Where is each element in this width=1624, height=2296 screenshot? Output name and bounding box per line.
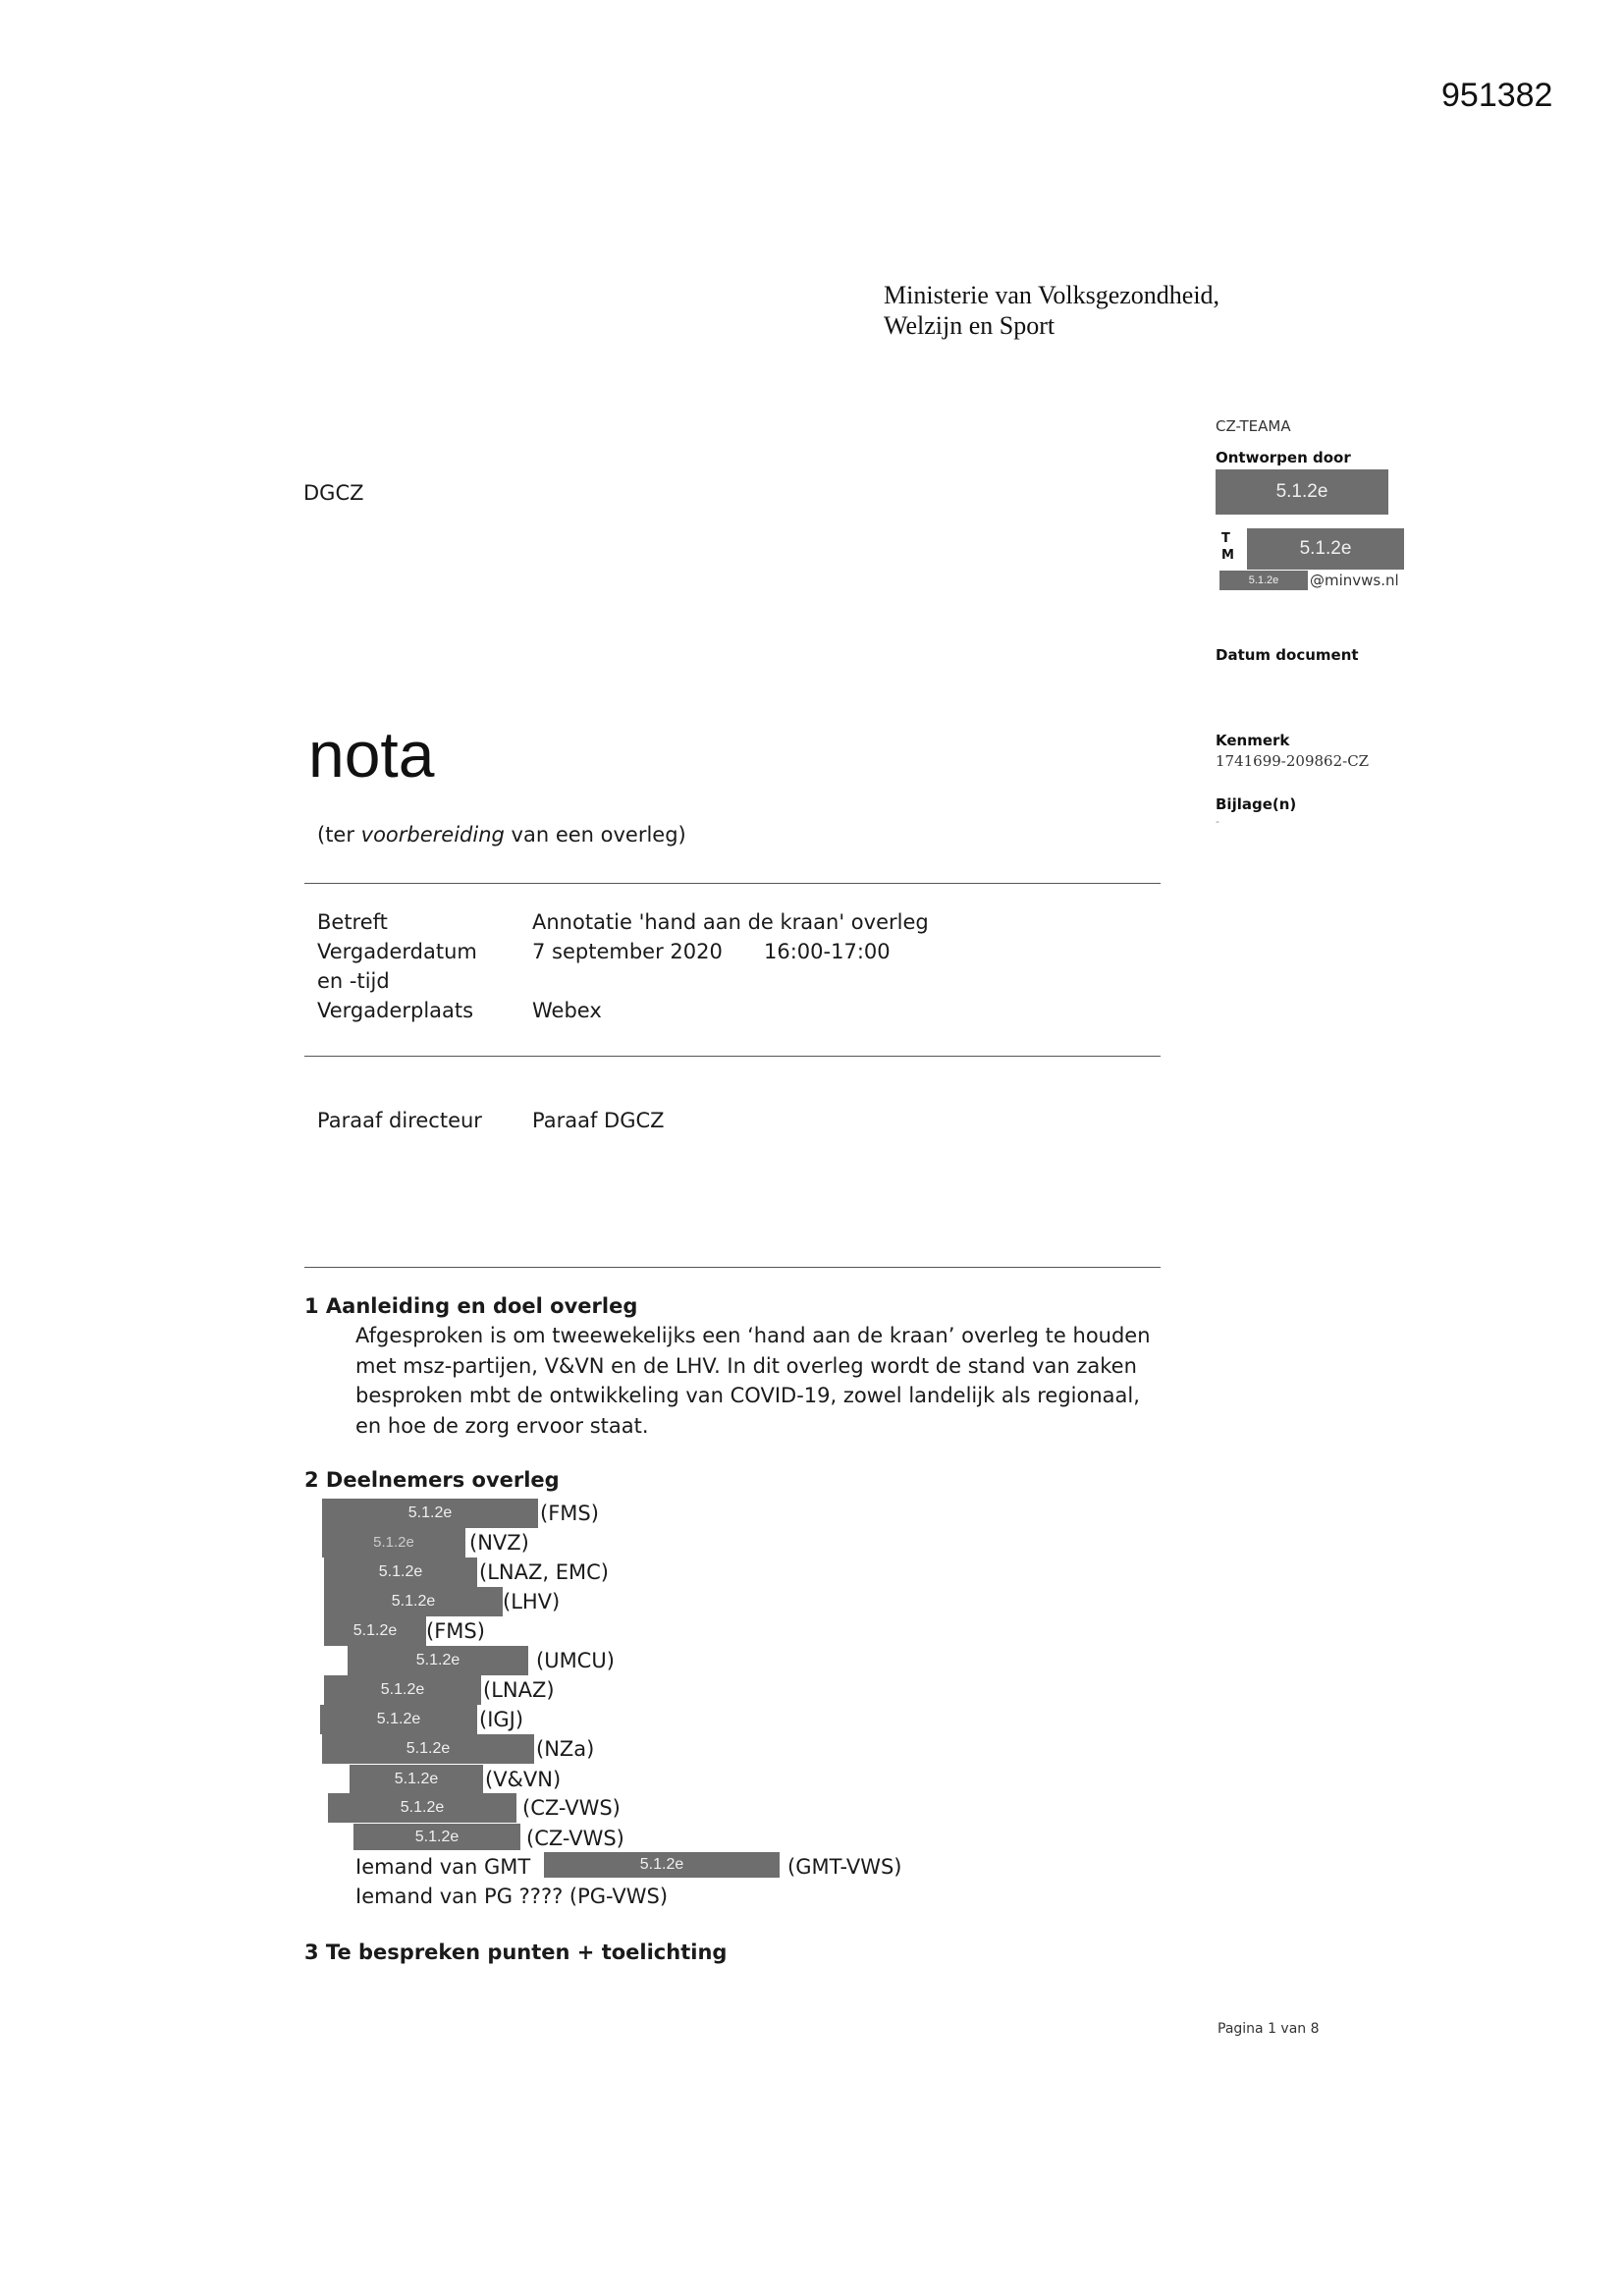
divider xyxy=(304,1056,1161,1057)
meta-time-value: 16:00-17:00 xyxy=(764,940,891,963)
document-number: 951382 xyxy=(1441,77,1553,114)
participant-org: (CZ-VWS) xyxy=(522,1796,621,1820)
meta-betreft-label: Betreft xyxy=(317,910,388,934)
meta-date-label-2: en -tijd xyxy=(317,969,390,993)
section-1-body xyxy=(355,1321,1200,1441)
participant-redaction: 5.1.2e xyxy=(348,1646,528,1675)
document-subtitle xyxy=(317,823,686,847)
participant-org: (IGJ) xyxy=(479,1708,524,1731)
participant-org: (LHV) xyxy=(503,1590,561,1613)
section-3-title: 3 Te bespreken punten + toelichting xyxy=(304,1941,728,1964)
section-1-line: en hoe de zorg ervoor staat. xyxy=(355,1413,649,1438)
sidebar-attachments-value: - xyxy=(1216,815,1219,828)
sidebar-phone-redaction: 5.1.2e xyxy=(1247,528,1404,570)
participant-redaction: 5.1.2e xyxy=(350,1765,483,1794)
participant-redaction: 5.1.2e xyxy=(324,1616,426,1646)
sidebar-reference-label: Kenmerk xyxy=(1216,732,1290,749)
participant-redaction: 5.1.2e xyxy=(324,1587,503,1616)
participant-prefix: Iemand van GMT xyxy=(355,1855,531,1879)
paraaf-director-label: Paraaf directeur xyxy=(317,1109,482,1132)
sender-department: DGCZ xyxy=(303,481,364,505)
section-2-title: 2 Deelnemers overleg xyxy=(304,1468,560,1492)
participant-redaction: 5.1.2e xyxy=(324,1558,477,1587)
participant-redaction: 5.1.2e xyxy=(322,1734,534,1764)
participant-org: (LNAZ, EMC) xyxy=(479,1560,609,1584)
participant-redaction: 5.1.2e xyxy=(328,1793,516,1823)
subtitle-pre: (ter xyxy=(317,823,361,847)
section-1-line: met msz-partijen, V&VN en de LHV. In dit overleg wordt de stand van zaken xyxy=(355,1353,1137,1378)
participant-redaction: 5.1.2e xyxy=(544,1852,780,1878)
ministry-logo-text xyxy=(884,280,1219,341)
meta-place-value: Webex xyxy=(532,999,602,1022)
sidebar-date-label: Datum document xyxy=(1216,646,1359,664)
ministry-line-2: Welzijn en Sport xyxy=(884,311,1056,340)
sidebar-attachments-label: Bijlage(n) xyxy=(1216,795,1297,813)
participant-org: (NZa) xyxy=(536,1737,595,1761)
participant-pg-line: Iemand van PG ???? (PG-VWS) xyxy=(355,1885,669,1908)
section-1-line: besproken mbt de ontwikkeling van COVID-19, zowel landelijk als regionaal, xyxy=(355,1384,1140,1407)
sidebar-t-label: T xyxy=(1221,531,1230,546)
page-number: Pagina 1 van 8 xyxy=(1218,2021,1320,2037)
meta-date-value: 7 september 2020 xyxy=(532,940,723,963)
sidebar-reference-value: 1741699-209862-CZ xyxy=(1216,752,1370,770)
participant-org: (FMS) xyxy=(426,1619,485,1643)
meta-date-label-1: Vergaderdatum xyxy=(317,940,477,963)
sidebar-contact-labels xyxy=(1221,530,1234,564)
section-1-title: 1 Aanleiding en doel overleg xyxy=(304,1294,638,1318)
divider xyxy=(304,1267,1161,1268)
participant-redaction: 5.1.2e xyxy=(353,1824,520,1850)
participant-org: (NVZ) xyxy=(469,1531,529,1555)
sidebar-email-redaction: 5.1.2e xyxy=(1219,571,1308,590)
participant-org: (LNAZ) xyxy=(483,1678,555,1702)
document-title: nota xyxy=(308,718,435,791)
subtitle-post: van een overleg) xyxy=(504,823,686,847)
participant-redaction: 5.1.2e xyxy=(322,1528,465,1558)
meta-place-label: Vergaderplaats xyxy=(317,999,474,1022)
divider xyxy=(304,883,1161,884)
participant-redaction: 5.1.2e xyxy=(324,1675,481,1705)
participant-org: (UMCU) xyxy=(536,1649,615,1672)
sidebar-email-domain: @minvws.nl xyxy=(1310,572,1399,589)
paraaf-dgcz-label: Paraaf DGCZ xyxy=(532,1109,665,1132)
sidebar-designed-by-redaction: 5.1.2e xyxy=(1216,469,1388,515)
participant-org: (CZ-VWS) xyxy=(526,1827,624,1850)
participant-org: (GMT-VWS) xyxy=(787,1855,902,1879)
participant-org: (V&VN) xyxy=(485,1768,562,1791)
meta-betreft-value: Annotatie 'hand aan de kraan' overleg xyxy=(532,910,929,934)
ministry-line-1: Ministerie van Volksgezondheid, xyxy=(884,281,1220,309)
participant-redaction: 5.1.2e xyxy=(320,1705,477,1734)
sidebar-designed-by-label: Ontworpen door xyxy=(1216,449,1351,466)
section-1-line: Afgesproken is om tweewekelijks een ‘hand aan de kraan’ overleg te houden xyxy=(355,1324,1151,1347)
sidebar-m-label: M xyxy=(1221,548,1234,563)
participant-redaction: 5.1.2e xyxy=(322,1499,538,1528)
participant-org: (FMS) xyxy=(540,1502,599,1525)
sidebar-team: CZ-TEAMA xyxy=(1216,417,1291,435)
subtitle-emphasis: voorbereiding xyxy=(360,823,505,847)
